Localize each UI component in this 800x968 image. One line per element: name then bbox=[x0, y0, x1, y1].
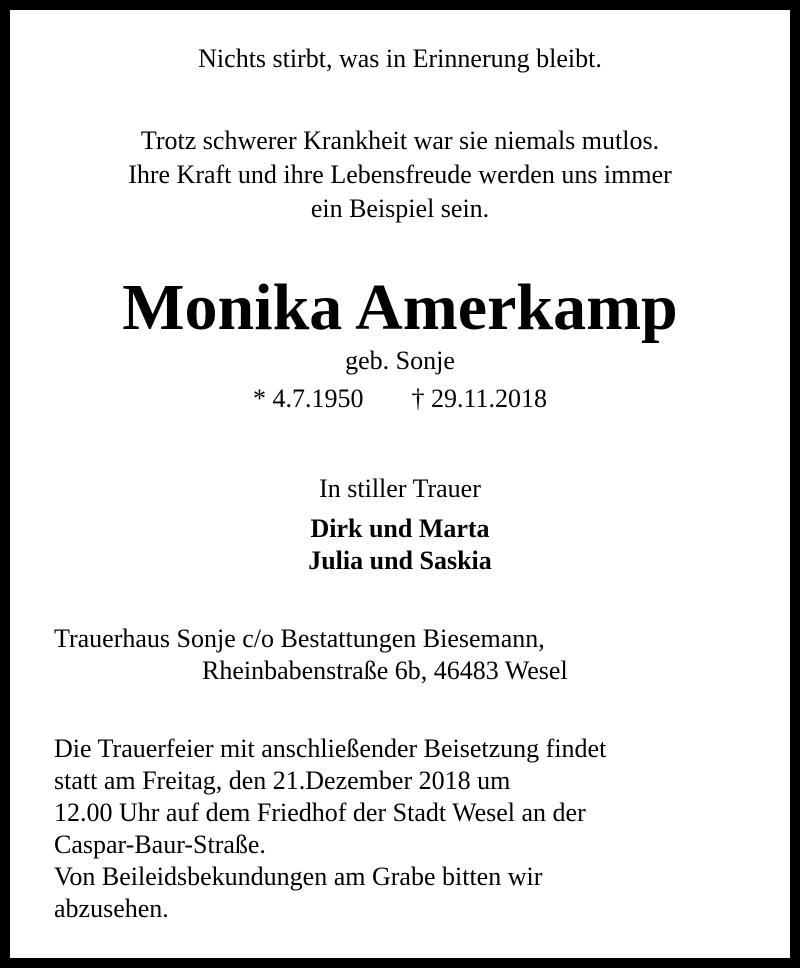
tribute-line: Ihre Kraft und ihre Lebensfreude werden uns immer bbox=[128, 160, 672, 189]
deceased-name: Monika Amerkamp bbox=[122, 271, 678, 344]
maiden-name: geb. Sonje bbox=[345, 346, 455, 375]
ceremony-text: 12.00 Uhr auf dem Friedhof der Stadt Wesel an der bbox=[54, 798, 586, 827]
address-line: Trauerhaus Sonje c/o Bestattungen Biesemann, bbox=[54, 624, 545, 653]
tribute-line: Trotz schwerer Krankheit war sie niemals mutlos. bbox=[140, 126, 660, 155]
mourner-names: Dirk und Marta bbox=[310, 514, 490, 543]
ceremony-text: Die Trauerfeier mit anschließender Beisetzung findet bbox=[54, 734, 607, 763]
ceremony-text: abzusehen. bbox=[54, 894, 169, 923]
life-dates bbox=[10, 384, 790, 414]
mourners-intro: In stiller Trauer bbox=[319, 474, 481, 503]
motto: Nichts stirbt, was in Erinnerung bleibt. bbox=[198, 44, 602, 73]
death-date: † 29.11.2018 bbox=[411, 384, 548, 413]
tribute-line: ein Beispiel sein. bbox=[310, 194, 490, 223]
ceremony-text: Von Beileidsbekundungen am Grabe bitten wir bbox=[54, 862, 543, 891]
mourner-names: Julia und Saskia bbox=[308, 546, 492, 575]
ceremony-text: Caspar-Baur-Straße. bbox=[54, 830, 266, 859]
address-line: Rheinbabenstraße 6b, 46483 Wesel bbox=[202, 656, 568, 685]
ceremony-text: statt am Freitag, den 21.Dezember 2018 um bbox=[54, 766, 511, 795]
birth-date: * 4.7.1950 bbox=[252, 384, 364, 413]
